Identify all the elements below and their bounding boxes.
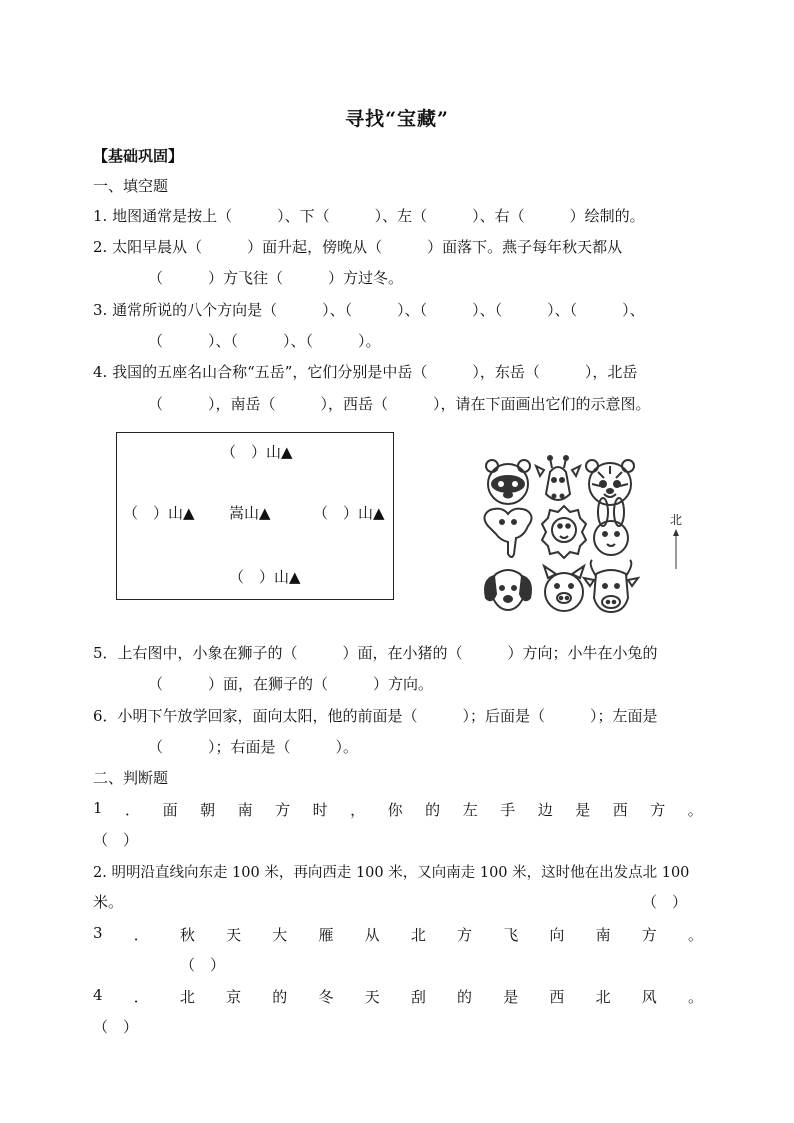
question-5-line-1: 5．上右图中，小象在狮子的（ ）面，在小猪的（ ）方向；小牛在小兔的 bbox=[93, 644, 658, 662]
question-2-line-1: 2. 太阳早晨从（ ）面升起，傍晚从（ ）面落下。燕子每年秋天都从 bbox=[93, 238, 623, 256]
map-north-mountain: （ ）山▲ bbox=[221, 443, 293, 461]
judge-3-char: 大 bbox=[272, 926, 288, 944]
judge-1-char: 西 bbox=[612, 801, 628, 819]
section-judge-heading: 二、判断题 bbox=[93, 769, 169, 787]
north-label: 北 bbox=[670, 513, 683, 527]
five-mountains-map bbox=[116, 432, 394, 600]
cow-icon bbox=[584, 560, 638, 612]
judge-1-char: 的 bbox=[425, 801, 441, 819]
question-4-line-2: （ ），南岳（ ），西岳（ ），请在下面画出它们的示意图。 bbox=[148, 395, 651, 413]
judge-1-char: 你 bbox=[387, 801, 403, 819]
judge-1-char: 方 bbox=[275, 801, 291, 819]
question-4-line-1: 4. 我国的五座名山合称“五岳”，它们分别是中岳（ ），东岳（ ），北岳 bbox=[93, 363, 638, 381]
judge-4-char: 刮 bbox=[410, 988, 426, 1006]
question-6-line-2: （ ）；右面是（ ）。 bbox=[148, 738, 359, 756]
judge-1-char: 面 bbox=[162, 801, 178, 819]
judge-3-char: ． bbox=[133, 926, 149, 944]
section-basic-heading: 【基础巩固】 bbox=[93, 147, 184, 165]
judge-4-char: 北 bbox=[595, 988, 611, 1006]
map-south-mountain: （ ）山▲ bbox=[229, 568, 301, 586]
animals-grid-illustration bbox=[478, 454, 658, 619]
page-title: 寻找“宝藏” bbox=[345, 108, 449, 130]
judge-3-char: 北 bbox=[410, 926, 426, 944]
section-fill-heading: 一、填空题 bbox=[93, 177, 169, 195]
judge-3-char: 雁 bbox=[318, 926, 334, 944]
judge-3-answer-blank[interactable]: （ ） bbox=[180, 956, 226, 974]
judge-1-char: 1 bbox=[93, 799, 103, 817]
question-5-line-2: （ ）面，在狮子的（ ）方向。 bbox=[148, 675, 434, 693]
judge-1-char: ． bbox=[125, 801, 141, 819]
elephant-icon bbox=[484, 509, 531, 557]
judge-4-answer-blank[interactable]: （ ） bbox=[93, 1018, 139, 1036]
judge-1-answer-blank[interactable]: （ ） bbox=[93, 831, 139, 849]
question-2-line-2: （ ）方飞往（ ）方过冬。 bbox=[148, 269, 404, 287]
judge-1-char: 左 bbox=[462, 801, 478, 819]
judge-4-char: 西 bbox=[549, 988, 565, 1006]
north-arrow-icon bbox=[670, 529, 686, 571]
judge-1-char: 手 bbox=[500, 801, 516, 819]
map-center-mountain: 嵩山▲ bbox=[229, 504, 271, 522]
giraffe-icon bbox=[536, 456, 580, 500]
judge-1-char: 方 bbox=[650, 801, 666, 819]
judge-3-char: 飞 bbox=[503, 926, 519, 944]
map-east-mountain: （ ）山▲ bbox=[313, 504, 385, 522]
map-west-mountain: （ ）山▲ bbox=[123, 504, 195, 522]
judge-4-char: 。 bbox=[687, 988, 703, 1006]
judge-4-char: 天 bbox=[364, 988, 380, 1006]
judge-3-char: 从 bbox=[364, 926, 380, 944]
pig-icon bbox=[544, 566, 584, 611]
judge-3-char: 方 bbox=[641, 926, 657, 944]
judge-3-char: 3 bbox=[93, 924, 103, 942]
judge-4-char: 风 bbox=[641, 988, 657, 1006]
dog-icon bbox=[485, 570, 531, 610]
judge-1-char: 边 bbox=[537, 801, 553, 819]
judge-3-char: 天 bbox=[226, 926, 242, 944]
judge-1-char: 朝 bbox=[200, 801, 216, 819]
judge-4-char: 是 bbox=[503, 988, 519, 1006]
judge-3-char: 南 bbox=[595, 926, 611, 944]
judge-4-char: 京 bbox=[226, 988, 242, 1006]
judge-2-line-2: 米。 bbox=[93, 893, 124, 911]
tiger-icon bbox=[586, 460, 634, 505]
judge-4-char: ． bbox=[133, 988, 149, 1006]
judge-4-char: 4 bbox=[93, 986, 103, 1004]
judge-4-char: 北 bbox=[179, 988, 195, 1006]
judge-3-line bbox=[93, 924, 703, 945]
judge-2-answer-blank[interactable]: （ ） bbox=[642, 893, 688, 911]
judge-3-char: 方 bbox=[457, 926, 473, 944]
judge-1-char: 南 bbox=[237, 801, 253, 819]
judge-3-char: 向 bbox=[549, 926, 565, 944]
judge-1-char: 时 bbox=[312, 801, 328, 819]
judge-4-char: 的 bbox=[272, 988, 288, 1006]
judge-2-line-1: 2. 明明沿直线向东走 100 米，再向西走 100 米，又向南走 100 米，这时他在出发点北 100 bbox=[93, 865, 690, 881]
judge-4-line bbox=[93, 986, 703, 1007]
question-6-line-1: 6．小明下午放学回家，面向太阳，他的前面是（ ）；后面是（ ）；左面是 bbox=[93, 707, 658, 725]
judge-1-char: 是 bbox=[575, 801, 591, 819]
question-3-line-1: 3. 通常所说的八个方向是（ ）、（ ）、（ ）、（ ）、（ ）、 bbox=[93, 301, 645, 319]
judge-3-char: 。 bbox=[687, 926, 703, 944]
north-marker bbox=[668, 511, 688, 571]
question-3-line-2: （ ）、（ ）、（ ）。 bbox=[148, 332, 381, 350]
judge-3-char: 秋 bbox=[179, 926, 195, 944]
judge-1-line bbox=[93, 799, 703, 820]
judge-1-char: 。 bbox=[687, 801, 703, 819]
raccoon-icon bbox=[486, 460, 530, 504]
lion-icon bbox=[542, 506, 586, 558]
judge-1-char: ， bbox=[350, 801, 366, 819]
rabbit-icon bbox=[594, 498, 628, 555]
question-1: 1. 地图通常是按上（ ）、下（ ）、左（ ）、右（ ）绘制的。 bbox=[93, 207, 645, 225]
judge-4-char: 冬 bbox=[318, 988, 334, 1006]
judge-4-char: 的 bbox=[457, 988, 473, 1006]
